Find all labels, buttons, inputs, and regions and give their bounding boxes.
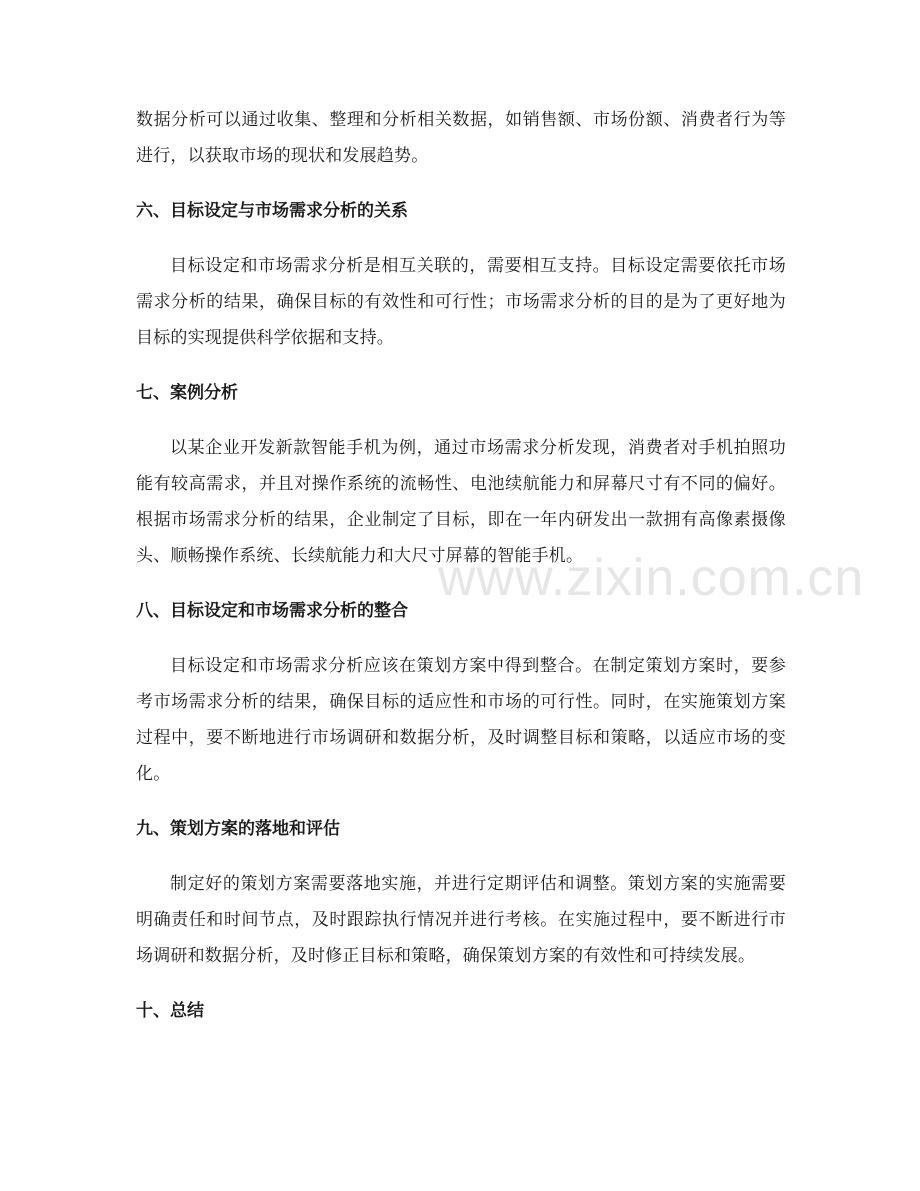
watermark: www.zixin.com.cn	[438, 549, 865, 607]
heading-section-9: 九、策划方案的落地和评估	[136, 819, 340, 839]
paragraph-section-8: 目标设定和市场需求分析应该在策划方案中得到整合。在制定策划方案时，要参考市场需求分析的结果，确保目标的适应性和市场的可行性。同时，在实施策划方案过程中，要不断地进行市场调研和数据分析，及时调整目标和策略，以适应市场的变化。	[136, 656, 786, 784]
paragraph-data-analysis: 数据分析可以通过收集、整理和分析相关数据，如销售额、市场份额、消费者行为等进行，以获取市场的现状和发展趋势。	[136, 110, 786, 166]
paragraph-section-7: 以某企业开发新款智能手机为例，通过市场需求分析发现，消费者对手机拍照功能有较高需求，并且对操作系统的流畅性、电池续航能力和屏幕尺寸有不同的偏好。根据市场需求分析的结果，企业制定了目标，即在一年内研发出一款拥有高像素摄像头、顺畅操作系统、长续航能力和大尺寸屏幕的智能手机。	[136, 438, 786, 566]
paragraph-section-9: 制定好的策划方案需要落地实施，并进行定期评估和调整。策划方案的实施需要明确责任和时间节点，及时跟踪执行情况并进行考核。在实施过程中，要不断进行市场调研和数据分析，及时修正目标和策略，确保策划方案的有效性和可持续发展。	[136, 874, 786, 966]
heading-section-8: 八、目标设定和市场需求分析的整合	[136, 601, 408, 621]
heading-section-10: 十、总结	[136, 1001, 204, 1021]
heading-section-6: 六、目标设定与市场需求分析的关系	[136, 201, 408, 221]
paragraph-section-6: 目标设定和市场需求分析是相互关联的，需要相互支持。目标设定需要依托市场需求分析的结果，确保目标的有效性和可行性；市场需求分析的目的是为了更好地为目标的实现提供科学依据和支持。	[136, 256, 786, 348]
heading-section-7: 七、案例分析	[136, 383, 238, 403]
document-body	[136, 102, 786, 1029]
